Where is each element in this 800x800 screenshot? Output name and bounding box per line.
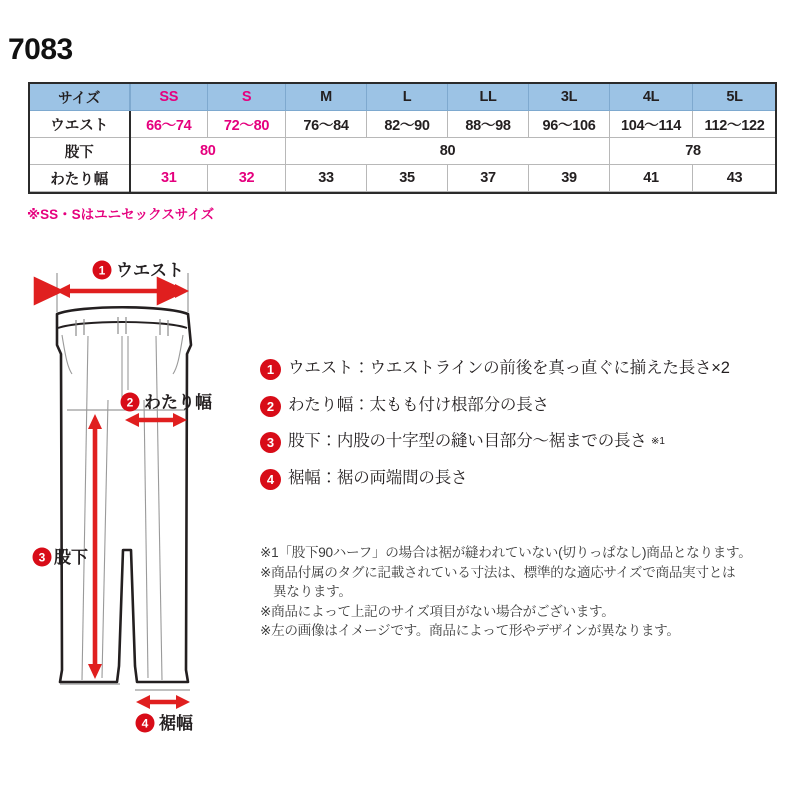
size-table-corner-header: サイズ xyxy=(30,84,130,111)
size-table-cell: 104〜114 xyxy=(610,111,693,138)
legend-item-2 xyxy=(260,395,790,417)
legend-item-4 xyxy=(260,468,790,490)
footnote-line: ※1「股下90ハーフ」の場合は裾が縫われていない(切りっぱなし)商品となります。 xyxy=(260,545,752,560)
size-table-cell: 35 xyxy=(367,165,448,192)
diagram-callout-3-number: 3 xyxy=(38,550,46,565)
size-table-header-row xyxy=(30,84,777,111)
diagram-callout-4-label: 裾幅 xyxy=(159,714,193,733)
page-title: 7083 xyxy=(8,33,73,66)
size-column-header-l: L xyxy=(367,84,448,111)
size-column-header-s: S xyxy=(208,84,286,111)
legend-text xyxy=(288,431,665,452)
size-column-header-5l: 5L xyxy=(693,84,777,111)
pants-outline xyxy=(57,307,191,682)
size-table-cell: 33 xyxy=(286,165,367,192)
size-table-cell: 80 xyxy=(286,138,610,165)
size-table-body xyxy=(30,84,777,192)
size-table-cell: 76〜84 xyxy=(286,111,367,138)
table-row xyxy=(30,111,777,138)
legend-text-main: わたり幅：太もも付け根部分の長さ xyxy=(288,395,549,414)
size-table-cell: 96〜106 xyxy=(529,111,610,138)
size-table-cell: 43 xyxy=(693,165,777,192)
diagram-callout-1 xyxy=(93,261,185,281)
size-column-header-m: M xyxy=(286,84,367,111)
footnote-line: ※左の画像はイメージです。商品によって形やデザインが異なります。 xyxy=(260,623,680,638)
size-row-label: ウエスト xyxy=(30,111,130,138)
footnote-line: 異なります。 xyxy=(273,584,352,599)
pants-measurement-diagram xyxy=(20,250,260,750)
diagram-callout-1-label: ウエスト xyxy=(116,261,184,280)
size-column-header-3l: 3L xyxy=(529,84,610,111)
diagram-callout-3-label: 股下 xyxy=(54,548,88,567)
size-table-cell: 31 xyxy=(130,165,208,192)
size-row-label: わたり幅 xyxy=(30,165,130,192)
footnote-line: ※商品によって上記のサイズ項目がない場合がございます。 xyxy=(260,603,615,619)
diagram-callout-4 xyxy=(136,713,194,733)
size-table-cell: 39 xyxy=(529,165,610,192)
size-table-cell: 41 xyxy=(610,165,693,192)
size-column-header-ll: LL xyxy=(448,84,529,111)
size-table-cell: 37 xyxy=(448,165,529,192)
diagram-callout-4-number: 4 xyxy=(141,716,149,731)
table-row xyxy=(30,165,777,192)
size-table-cell: 80 xyxy=(130,138,286,165)
legend-text xyxy=(288,358,730,379)
diagram-callout-1-number: 1 xyxy=(98,263,106,278)
size-column-header-ss: SS xyxy=(130,84,208,111)
size-column-header-4l: 4L xyxy=(610,84,693,111)
legend-badge-1: 1 xyxy=(260,359,281,380)
size-table-cell: 32 xyxy=(208,165,286,192)
hem-reference-lines xyxy=(60,684,190,690)
measurement-legend xyxy=(260,358,790,504)
size-table-container xyxy=(29,83,776,192)
footnote-line: ※商品付属のタグに記載されている寸法は、標準的な適応サイズで商品実寸とは xyxy=(260,564,736,580)
legend-badge-4: 4 xyxy=(260,469,281,490)
legend-badge-2: 2 xyxy=(260,396,281,417)
size-table-cell: 82〜90 xyxy=(367,111,448,138)
legend-text-main: 裾幅：裾の両端間の長さ xyxy=(288,468,468,487)
size-table-cell: 66〜74 xyxy=(130,111,208,138)
diagram-callout-2-number: 2 xyxy=(126,395,134,410)
diagram-callout-2 xyxy=(121,392,213,412)
size-table-cell: 78 xyxy=(610,138,777,165)
diagram-callout-3 xyxy=(33,548,89,568)
legend-item-1 xyxy=(260,358,790,380)
size-table-cell: 72〜80 xyxy=(208,111,286,138)
size-row-label: 股下 xyxy=(30,138,130,165)
legend-text-main: ウエスト：ウエストラインの前後を真っ直ぐに揃えた長さ×2 xyxy=(288,359,730,377)
legend-text-footnote-marker: ※1 xyxy=(651,436,665,447)
legend-text xyxy=(288,468,467,489)
legend-text xyxy=(288,395,549,416)
legend-badge-3: 3 xyxy=(260,432,281,453)
unisex-size-note: ※SS・Sはユニセックスサイズ xyxy=(27,207,215,222)
legend-item-3 xyxy=(260,431,790,453)
footnotes xyxy=(260,543,780,641)
size-table xyxy=(29,83,777,192)
legend-text-main: 股下：内股の十字型の縫い目部分〜裾までの長さ xyxy=(288,432,647,450)
table-row xyxy=(30,138,777,165)
size-table-cell: 88〜98 xyxy=(448,111,529,138)
size-table-cell: 112〜122 xyxy=(693,111,777,138)
diagram-callout-2-label: わたり幅 xyxy=(144,393,212,412)
